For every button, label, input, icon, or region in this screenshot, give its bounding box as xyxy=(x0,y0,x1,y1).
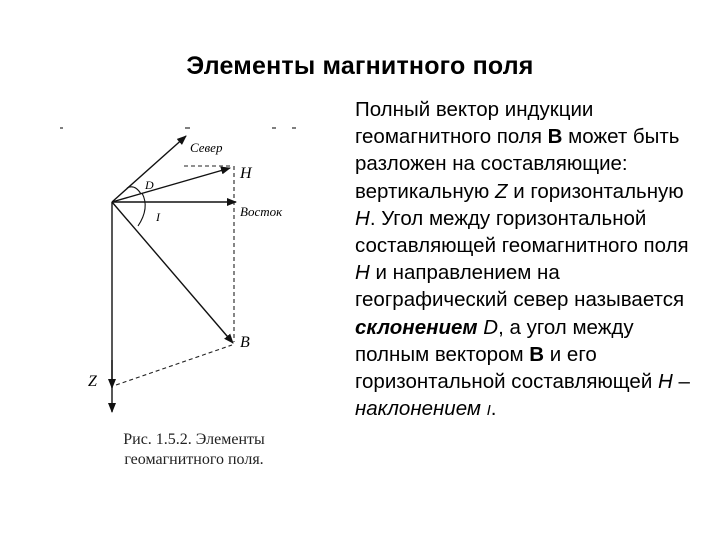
text-part: – xyxy=(672,370,690,394)
text-part: . xyxy=(490,397,497,421)
H-label: H xyxy=(240,165,252,182)
caption-line-1: Рис. 1.5.2. Элементы xyxy=(123,431,265,448)
slide-title: Элементы магнитного поля xyxy=(186,52,534,80)
declination-term: склонением xyxy=(355,315,478,339)
text-part: может быть разложен на составляющие: вертикальную xyxy=(355,125,680,203)
H-italic: H xyxy=(355,261,370,285)
vector-B-bold: В xyxy=(547,125,563,149)
text-part: Полный вектор индукции геомагнитного поля xyxy=(355,98,594,149)
east-label: Восток xyxy=(240,204,283,219)
text-part: и его горизонтальной составляющей xyxy=(355,342,658,394)
Z-label: Z xyxy=(88,373,97,390)
I-italic: I xyxy=(486,402,491,420)
inclination-term: наклонением xyxy=(355,397,481,421)
text-part: . Угол между горизонтальной составляющей геомагнитного поля xyxy=(355,206,689,258)
text-part: , а угол между полным вектором xyxy=(355,315,634,366)
figure-caption xyxy=(84,430,304,470)
north-label: Север xyxy=(190,140,223,155)
description-text xyxy=(355,96,700,424)
H-italic: H xyxy=(657,370,673,394)
total-vector-B xyxy=(112,202,233,343)
D-label: D xyxy=(145,178,154,192)
text-part: и горизонтальную xyxy=(507,179,684,203)
H-italic: H xyxy=(355,206,370,230)
I-label: I xyxy=(156,210,160,224)
north-axis xyxy=(112,136,186,202)
inclination-arc xyxy=(138,193,145,226)
B-label: B xyxy=(240,334,250,351)
Z-italic: Z xyxy=(494,179,508,203)
vector-B-bold: В xyxy=(529,342,545,366)
text-part: и направлением на географический север называется xyxy=(355,261,685,312)
D-italic: D xyxy=(483,315,499,339)
horizontal-component-H xyxy=(112,168,230,202)
caption-line-2: геомагнитного поля. xyxy=(124,451,264,468)
declination-arc xyxy=(127,187,141,194)
